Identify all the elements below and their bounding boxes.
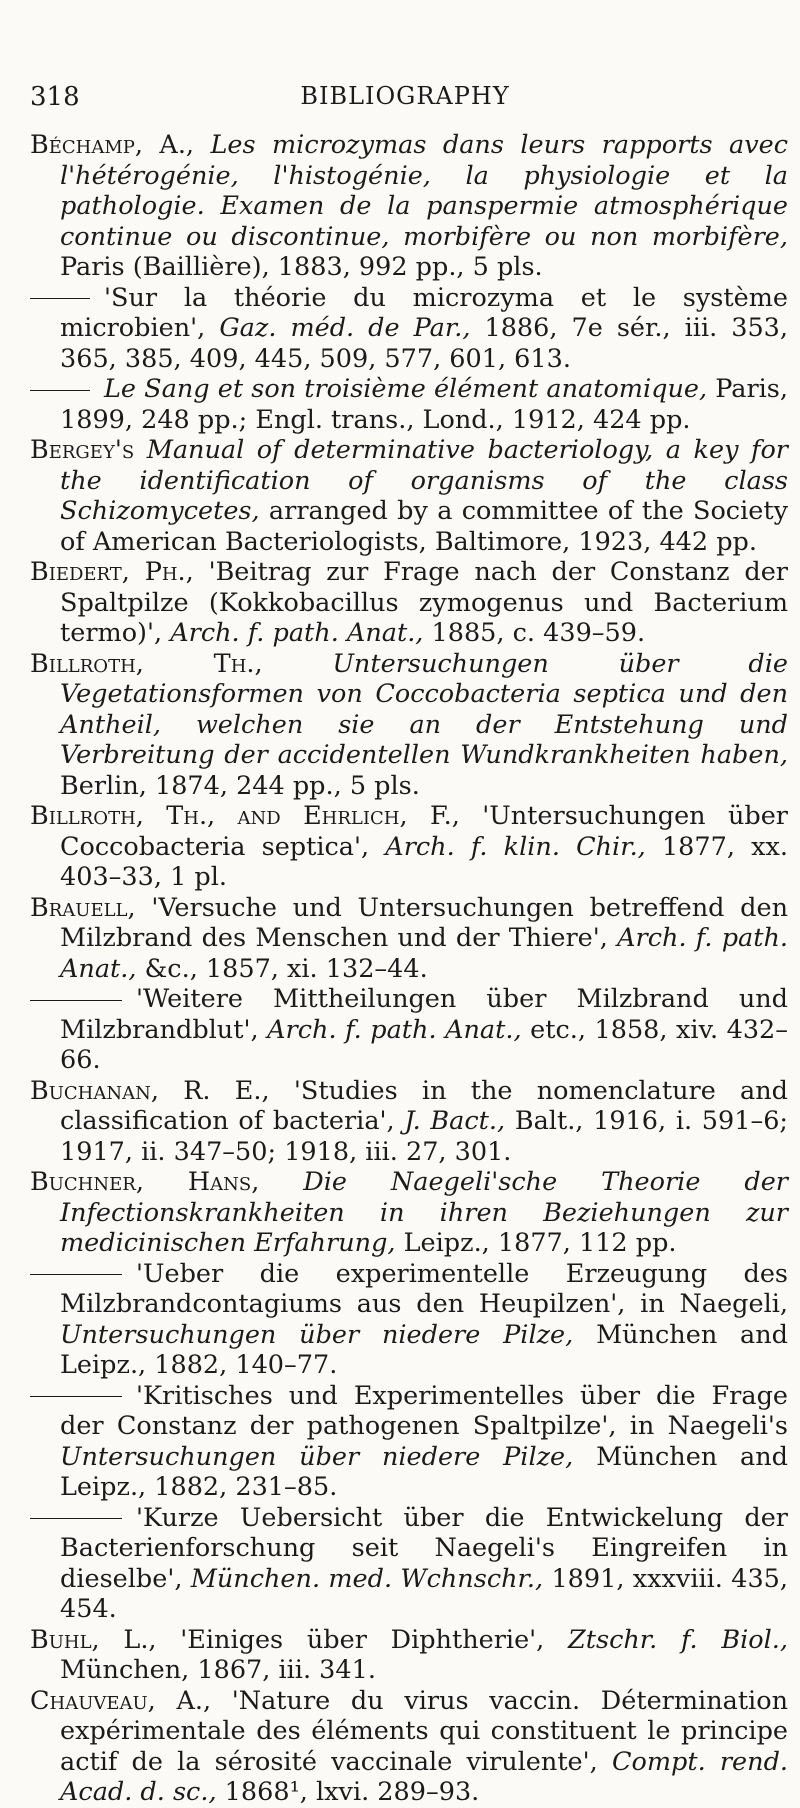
page-header (30, 82, 780, 118)
entry-title: Untersuchungen über niedere Pilze, (60, 1441, 574, 1472)
bib-entry (30, 1625, 788, 1686)
bib-entry (30, 893, 788, 985)
entry-details: 1886, 7e sér., iii. 353, 365, 385, 409, 445, 509, 577, 601, 613. (60, 313, 789, 374)
entry-author: Buchanan, R. E., (30, 1075, 270, 1106)
entry-journal: Arch. f. path. Anat., (170, 618, 424, 648)
entry-article: 'Sur la théorie du microzyma et le système microbien', (60, 282, 788, 343)
entry-details: München, 1867, iii. 341. (60, 1655, 376, 1685)
page-number: 318 (30, 82, 80, 112)
entry-article: 'Weitere Mittheilungen über Milzbrand und Milzbrandblut', (60, 984, 788, 1045)
entry-journal: Arch. f. klin. Chir., (385, 831, 646, 862)
entry-article: 'Kurze Uebersicht über die Entwickelung der Bacterienforschung seit Naegeli's Eingreifen in dieselbe', (60, 1502, 788, 1594)
entry-author: Biedert, Ph., (30, 557, 194, 587)
entry-title: Die Naegeli'sche Theorie der Infectionskrankheiten in ihren Beziehungen zur medicinischen Erfahrung, (60, 1167, 788, 1258)
bib-entry (30, 1076, 788, 1168)
ditto-dash (30, 298, 90, 299)
bib-entry (30, 1381, 788, 1503)
entry-journal: Arch. f. path. Anat., (60, 923, 789, 984)
entry-details: etc., 1858, xiv. 432–66. (60, 1014, 789, 1075)
bib-entry (30, 557, 788, 649)
entry-author: Brauell, (30, 892, 136, 923)
entry-author: Billroth, Th., and Ehrlich, F., (30, 801, 460, 831)
entry-journal: J. Bact., (404, 1106, 506, 1136)
bib-entry (30, 1259, 788, 1381)
entry-details: 1891, xxxviii. 435, 454. (60, 1563, 788, 1624)
entry-details: 1868¹, lxvi. 289–93. (224, 1777, 480, 1807)
entry-author: Buhl, L., (30, 1624, 157, 1655)
entry-journal: München. med. Wchnschr., (190, 1563, 544, 1594)
bib-entry (30, 1167, 788, 1259)
entry-journal: Arch. f. path. Anat., (267, 1014, 522, 1045)
bib-entry (30, 374, 788, 435)
entry-details: 1885, c. 439–59. (431, 618, 646, 648)
bib-entry (30, 1686, 788, 1808)
entry-details: Paris, 1899, 248 pp.; Engl. trans., Lond., 1912, 424 pp. (60, 374, 789, 435)
entry-title: Le Sang et son troisième élément anatomique, (104, 374, 708, 404)
bib-entry (30, 1503, 788, 1625)
entry-author: Buchner, Hans, (30, 1167, 260, 1197)
entry-author: Billroth, Th., (30, 648, 263, 679)
entry-details: 1877, xx. 403–33, 1 pl. (60, 831, 788, 892)
entry-details: arranged by a committee of the Society of American Bacteriologists, Baltimore, 1923, 442 pp. (60, 496, 788, 557)
bibliography-list (30, 130, 788, 1808)
entry-details: Berlin, 1874, 244 pp., 5 pls. (60, 770, 420, 801)
ditto-dash (30, 1396, 122, 1397)
entry-article: 'Einiges über Diphtherie', (180, 1624, 545, 1655)
entry-article: 'Beitrag zur Frage nach der Constanz der Spaltpilze (Kokkobacillus zymogenus und Bacterium termo)', (60, 557, 788, 648)
entry-title: Manual of determinative bacteriology, a key for the identification of organisms of the class Schizomycetes, (60, 435, 788, 526)
entry-journal: Ztschr. f. Biol., (568, 1624, 788, 1655)
entry-author: Chauveau, A., (30, 1685, 212, 1716)
entry-article: 'Studies in the nomenclature and classification of bacteria', (60, 1075, 788, 1136)
bib-entry (30, 984, 788, 1076)
entry-details: Leipz., 1877, 112 pp. (403, 1228, 677, 1258)
entry-article: 'Nature du virus vaccin. Détermination expérimentale des éléments qui constituent le principe actif de la sérosité vaccinale virulente', (60, 1685, 788, 1777)
ditto-dash (30, 1518, 122, 1519)
entry-article: 'Untersuchungen über Coccobacteria septica', (60, 801, 788, 862)
ditto-dash (30, 1000, 122, 1001)
entry-details: München and Leipz., 1882, 140–77. (60, 1319, 788, 1380)
entry-details: Balt., 1916, i. 591–6; 1917, ii. 347–50; 1918, iii. 27, 301. (60, 1106, 789, 1167)
ditto-dash (30, 1274, 122, 1275)
entry-author: Bergey's (30, 435, 135, 465)
entry-title: Untersuchungen über niedere Pilze, (60, 1319, 574, 1350)
entry-article: 'Ueber die experimentelle Erzeugung des Milzbrandcontagiums aus den Heupilzen', in Naegeli, (60, 1258, 788, 1319)
bib-entry (30, 801, 788, 893)
ditto-dash (30, 390, 90, 391)
entry-details: &c., 1857, xi. 132–44. (144, 953, 428, 984)
entry-title: Les microzymas dans leurs rapports avec l'hétérogénie, l'histogénie, la physiologie et la pathologie. Examen de la panspermie atmosphérique continue ou discontinue, morbifère ou non morbifère, (60, 130, 788, 252)
entry-author: Béchamp, A., (30, 130, 195, 160)
entry-article: 'Kritisches und Experimentelles über die Frage der Constanz der pathogenen Spaltpilze', in Naegeli's (60, 1380, 788, 1441)
running-head: BIBLIOGRAPHY (300, 82, 510, 110)
entry-details: Paris (Baillière), 1883, 992 pp., 5 pls. (60, 252, 543, 282)
entry-details: München and Leipz., 1882, 231–85. (60, 1441, 788, 1502)
bib-entry (30, 435, 788, 557)
bib-entry (30, 130, 788, 283)
bib-entry (30, 283, 788, 375)
entry-journal: Compt. rend. Acad. d. sc., (60, 1746, 788, 1807)
entry-title: Untersuchungen über die Vegetationsformen von Coccobacteria septica und den Antheil, welchen sie an der Entstehung und Verbreitung der accidentellen Wundkrankheiten haben, (60, 648, 788, 770)
entry-article: 'Versuche und Untersuchungen betreffend den Milzbrand des Menschen und der Thiere', (60, 892, 789, 953)
bib-entry (30, 649, 788, 802)
entry-journal: Gaz. méd. de Par., (219, 313, 471, 343)
